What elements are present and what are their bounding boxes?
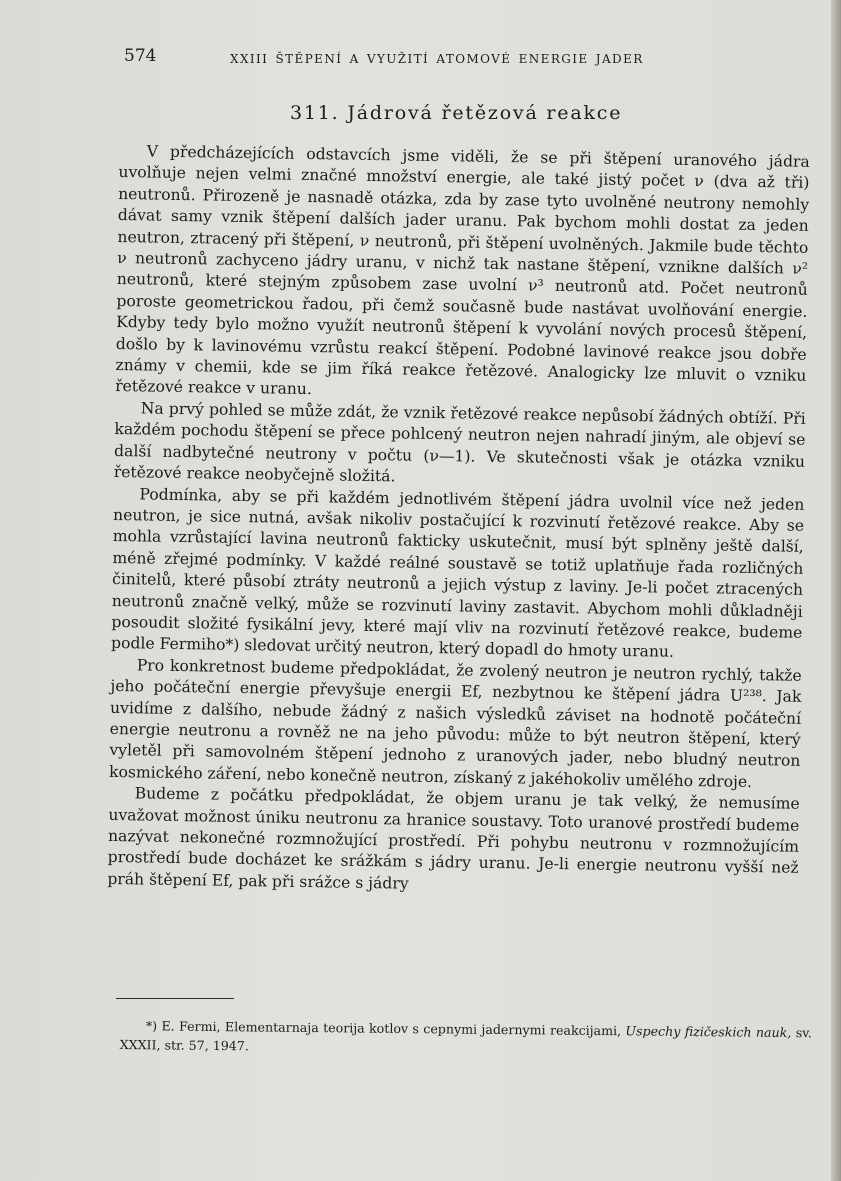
paragraph-4: Pro konkretnost budeme předpokládat, že zvolený neutron je neutron rychlý, takže jeho počáteční energie převyšuje energii Ef, nezbytnou ke štěpení jádra U²³⁸. Jak uvidíme z dalšího, nebude žádný z našich výsledků záviset na hodnotě počáteční energie neutronu a rovněž ne na jeho původu: může to být neutron štěpení, který vyletěl při samovolném štěpení jednoho z uranových jader, nebo bludný neutron kosmického záření, nebo konečně neutron, získaný z jakéhokoliv umělého zdroje.	[108, 656, 802, 791]
footnote	[120, 1016, 812, 1061]
paragraph-3: Podmínka, aby se při každém jednotlivém štěpení jádra uvolnil více než jeden neutron, je sice nutná, avšak nikoliv postačující k rozvinutí řetězové reakce. Aby se mohla vzrůstající lavina neutronů fakticky uskutečnit, musí být splněny ještě další, méně zřejmé podmínky. V každé reálné soustavě se totiž uplatňuje řada rozličných činitelů, které působí ztráty neutronů a jejich výstup z laviny. Je-li počet ztracených neutronů značně velký, může se rozvinutí laviny zastavit. Abychom mohli důkladněji posoudit složité fysikální jevy, které mají vliv na rozvinutí řetězové reakce, budeme podle Fermiho*) sledovat určitý neutron, který dopadl do hmoty uranu.	[110, 484, 805, 662]
paragraph-5: Budeme z počátku předpokládat, že objem uranu je tak velký, že nemusíme uvažovat možnost úniku neutronu za hranice soustavy. Toto uranové prostředí budeme nazývat nekonečné rozmnožující prostředí. Při pohybu neutronu v rozmnožujícím prostředí bude docházet ke srážkám s jádry uranu. Je-li energie neutronu vyšší než práh štěpení Ef, pak při srážce s jádry	[107, 784, 800, 893]
footnote-citation: E. Fermi, Elementarnaja teorija kotlov s cepnymi jadernymi reakcijami,	[161, 1018, 622, 1039]
paragraph-1: V předcházejících odstavcích jsme viděli, že se při štěpení uranového jádra uvolňuje nejen velmi značné množství energie, ale také jistý počet ν (dva až tři) neutronů. Přirozeně je nasnadě otázka, zda by zase tyto uvolněné neutrony nemohly dávat samy vznik štěpení dalších jader uranu. Pak bychom mohli dostat za jeden neutron, ztracený při štěpení, ν neutronů, při štěpení uvolněných. Jakmile bude těchto ν neutronů zachyceno jádry uranu, v nichž tak nastane štěpení, vznikne dalších ν² neutronů, které stejným způsobem zase uvolní ν³ neutronů atd. Počet neutronů poroste geometrickou řadou, při čemž současně bude nastávat uvolňování energie. Kdyby tedy bylo možno využít neutronů štěpení k vyvolání nových procesů štěpení, došlo by k lavinovému vzrůstu reakcí štěpení. Podobné lavinové reakce jsou dobře známy v chemii, kde se jim říká reakce řetězové. Analogicky lze mluvit o vzniku řetězové reakce v uranu.	[115, 142, 810, 399]
footnote-journal: Uspechy fizičeskich nauk,	[625, 1023, 792, 1041]
page-header	[124, 46, 724, 74]
page-edge	[831, 0, 841, 1181]
section-title: 311. Jádrová řetězová reakce	[290, 102, 623, 124]
page-number: 574	[124, 46, 157, 66]
footnote-divider	[116, 998, 234, 999]
body-text	[107, 141, 810, 901]
footnote-text	[120, 1016, 812, 1061]
footnote-reference: sv. XXXII, str. 57, 1947.	[119, 1025, 812, 1054]
footnote-marker: *)	[145, 1018, 158, 1034]
running-title: XXIII ŠTĚPENÍ A VYUŽITÍ ATOMOVÉ ENERGIE JADER	[230, 52, 644, 66]
paragraph-2: Na prvý pohled se může zdát, že vznik řetězové reakce nepůsobí žádných obtíží. Při každém pochodu štěpení se přece pohlcený neutron nejen nahradí jiným, ale objeví se další nadbytečné neutrony v počtu (ν—1). Ve skutečnosti však je otázka vzniku řetězové reakce neobyčejně složitá.	[113, 399, 806, 486]
